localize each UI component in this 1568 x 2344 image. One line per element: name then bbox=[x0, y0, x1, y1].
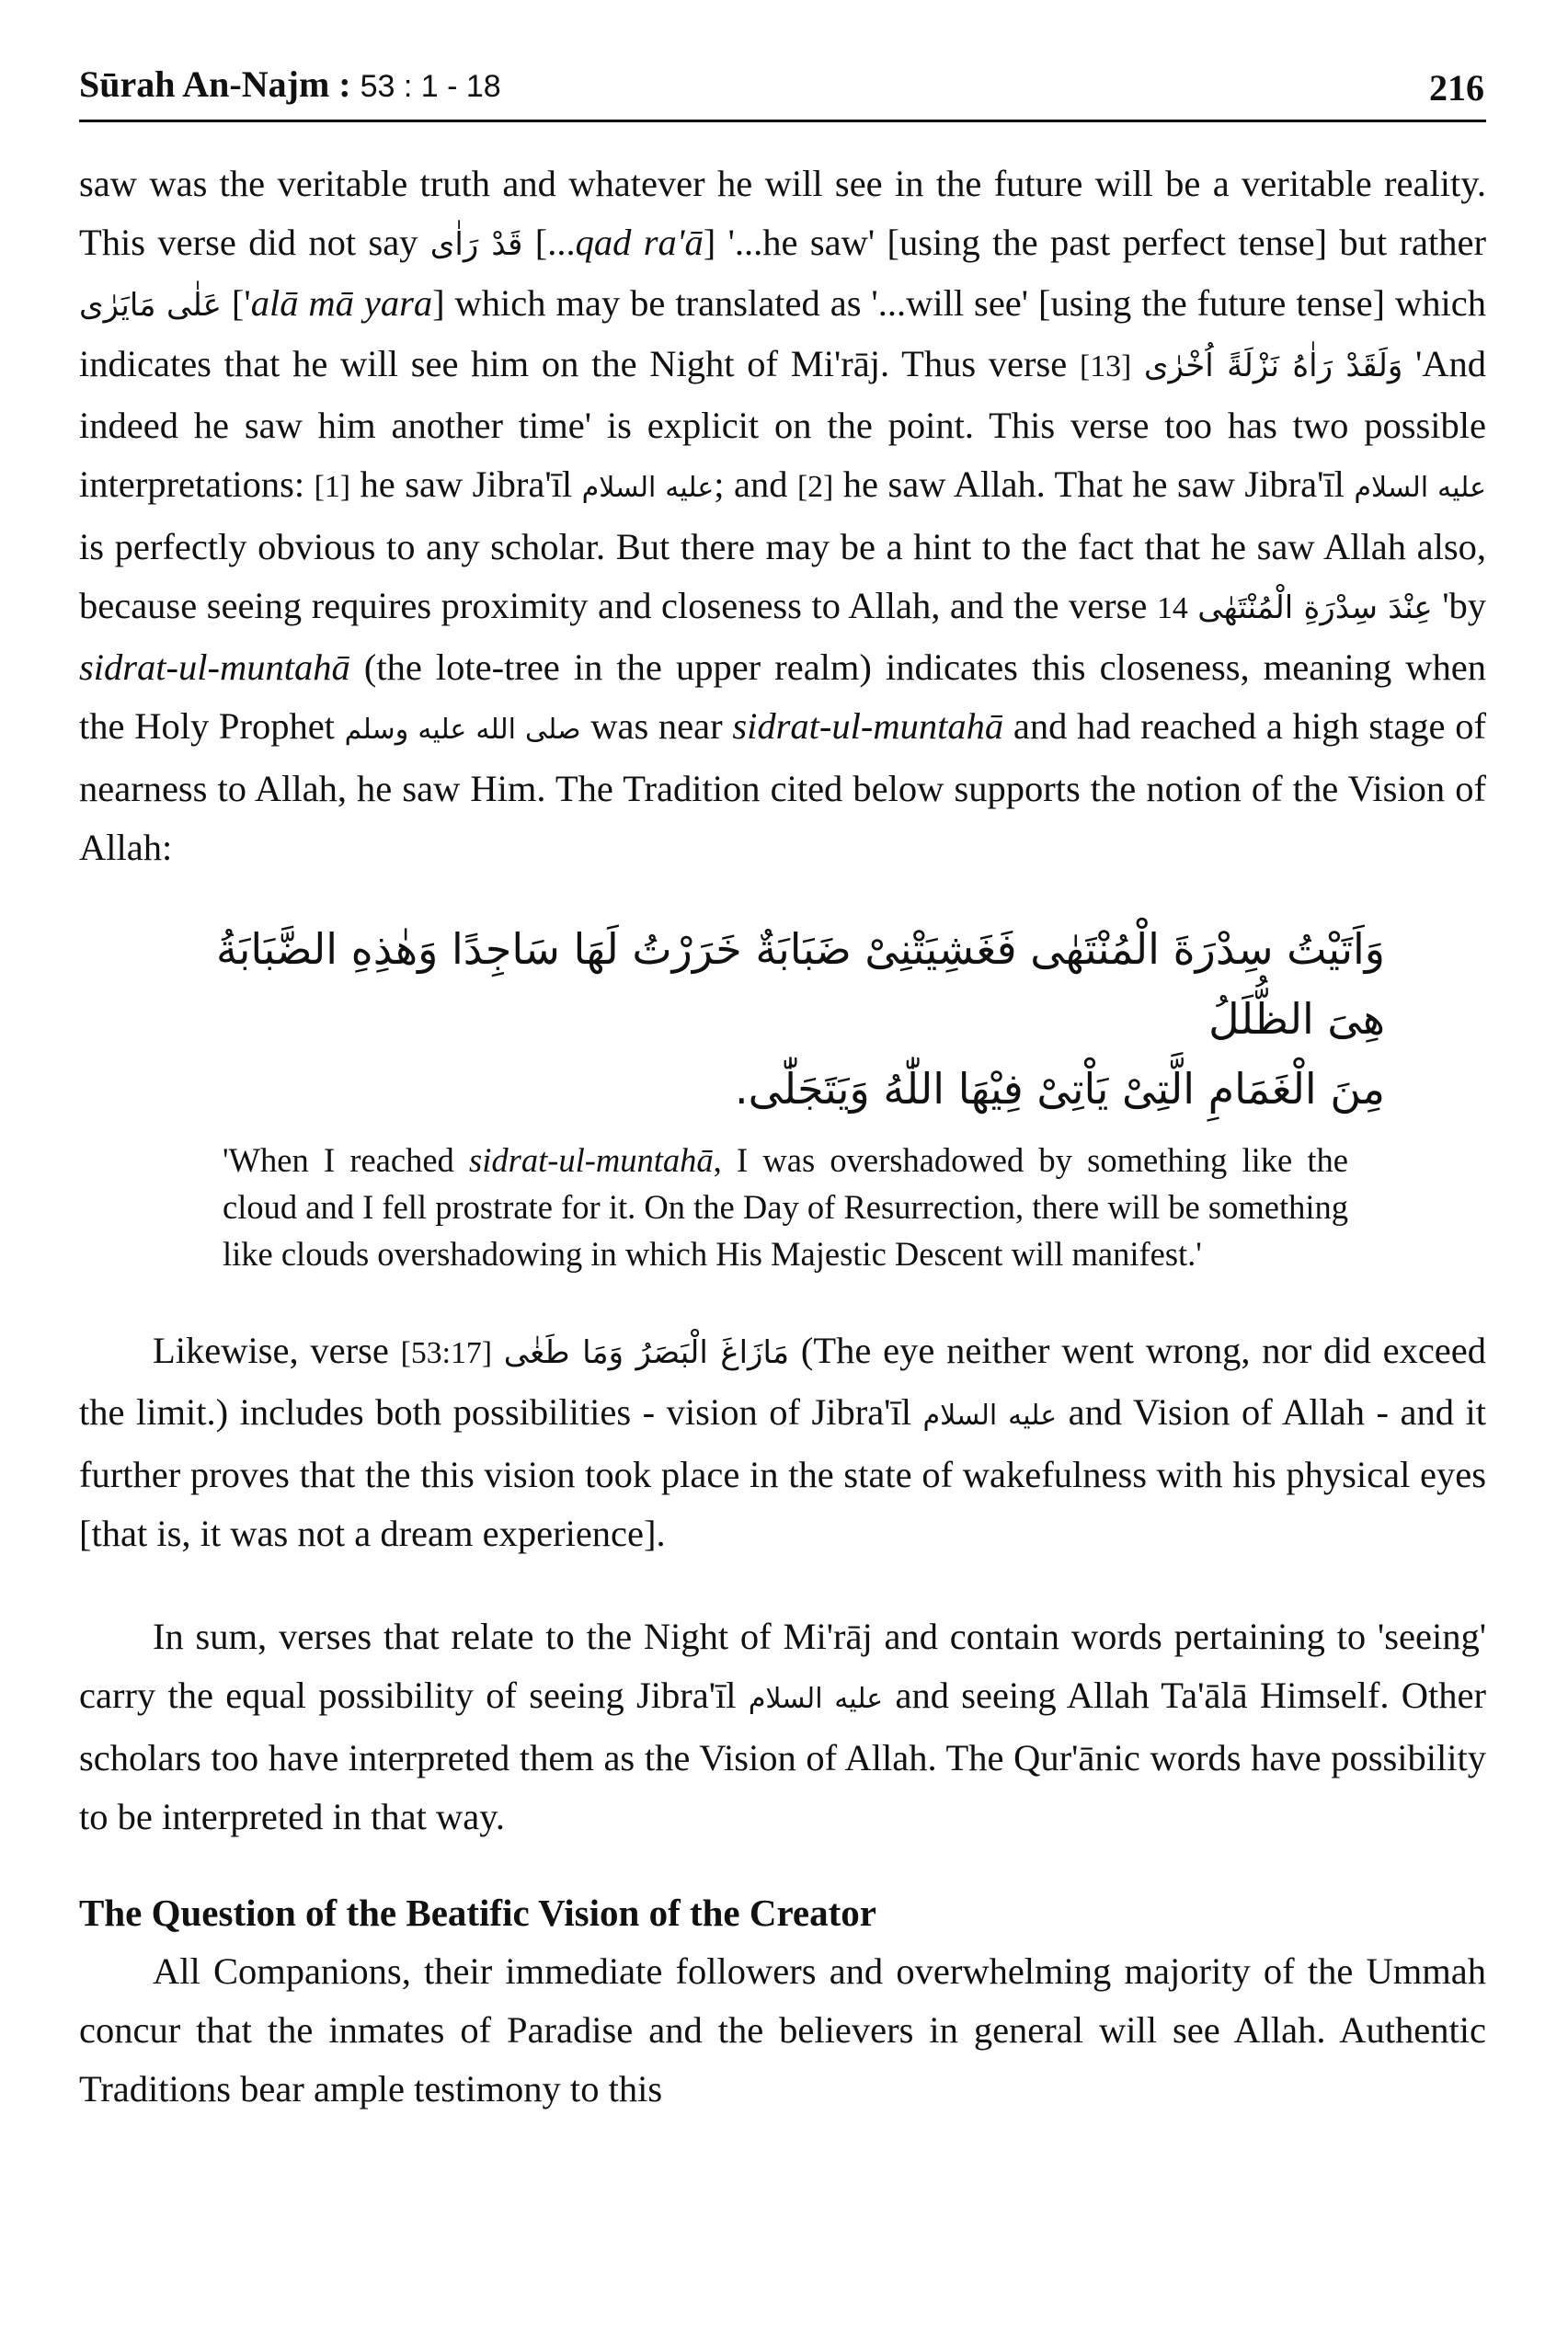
tradition-arabic-line: مِنَ الْغَمَامِ الَّتِىْ يَاْتِىْ فِيْهَا اللّٰهُ وَيَتَجَلّٰى. bbox=[734, 1064, 1385, 1114]
honorific-glyph: صلى الله عليه وسلم bbox=[344, 714, 581, 746]
header-rule bbox=[79, 120, 1486, 122]
verse-range: 53 : 1 - 18 bbox=[360, 69, 501, 104]
arabic-phrase: قَدْ رَاٰى bbox=[429, 226, 523, 263]
honorific-glyph: عليه السلام bbox=[922, 1400, 1058, 1432]
arabic-phrase: عِنْدَ سِدْرَةِ الْمُنْتَهٰى bbox=[1197, 589, 1433, 626]
verse-ref: [53:17] bbox=[400, 1336, 492, 1370]
verse-ref: 14 bbox=[1156, 591, 1188, 625]
running-head bbox=[79, 57, 1486, 116]
section-heading: The Question of the Beatific Vision of the Creator bbox=[79, 1892, 876, 1934]
paragraph-1: saw was the veritable truth and whatever he will see in the future will be a veritable reality. This verse did not say قَدْ رَاٰى [...qad ra'ā] '...he saw' [using the past perfect tense] but rather عَلٰى مَايَرٰى ['alā mā yara] which may be translated as '...will see' [using the future tense] which indicates that he will see him on the Night of Mi'rāj. Thus verse [13] وَلَقَدْ رَاٰهُ نَزْلَةً اُخْرٰى 'And indeed he saw him another time' is explicit on the point. This verse too has two possible interpretations: [1] he saw Jibra'īl عليه السلام; and [2] he saw Allah. That he saw Jibra'īl عليه السلام is perfectly obvious to any scholar. But there may be a hint to the fact that he saw Allah also, because seeing requires proximity and closeness to Allah, and the verse 14 عِنْدَ سِدْرَةِ الْمُنْتَهٰى 'by sidrat-ul-muntahā (the lote-tree in the upper realm) indicates this closeness, meaning when the Holy Prophet صلى الله عليه وسلم was near sidrat-ul-muntahā and had reached a high stage of nearness to Allah, he saw Him. The Tradition cited below supports the notion of the Vision of Allah: bbox=[79, 163, 1487, 868]
arabic-phrase: وَلَقَدْ رَاٰهُ نَزْلَةً اُخْرٰى bbox=[1143, 348, 1403, 384]
tradition-arabic-line: وَاَتَيْتُ سِدْرَةَ الْمُنْتَهٰى فَغَشِيَتْنِىْ ضَبَابَةٌ خَرَرْتُ لَهَا سَاجِدًا وَهٰذِهِ الضَّبَابَةُ هِىَ الظُّلَلُ bbox=[215, 924, 1385, 1044]
surah-title: Sūrah An-Najm : 53 : 1 - 18 bbox=[79, 63, 501, 105]
honorific-glyph: عليه السلام bbox=[581, 472, 715, 504]
page-number: 216 bbox=[1429, 67, 1484, 109]
verse-ref: [13] bbox=[1079, 349, 1132, 383]
arabic-phrase: عَلٰى مَايَرٰى bbox=[79, 287, 222, 324]
tradition-translation: 'When I reached sidrat-ul-muntahā, I was overshadowed by something like the cloud and I fell prostrate for it. On the Day of Resurrection, there will be something like clouds overshadowing in which His Majestic Descent will manifest.' bbox=[223, 1141, 1349, 1273]
paragraph-4: All Companions, their immediate followers and overwhelming majority of the Ummah concur that the inmates of Paradise and the believers in general will see Allah. Authentic Traditions bear ample testimony to this bbox=[79, 1950, 1486, 2110]
paragraph-3: In sum, verses that relate to the Night of Mi'rāj and contain words pertaining to 'seeing' carry the equal possibility of seeing Jibra'īl عليه السلام and seeing Allah Ta'ālā Himself. Other scholars too have interpreted them as the Vision of Allah. The Qur'ānic words have possibility to be interpreted in that way. bbox=[79, 1616, 1487, 1837]
list-marker: [1] bbox=[314, 470, 351, 504]
paragraph-2: Likewise, verse [53:17] مَازَاغَ الْبَصَرُ وَمَا طَغٰى (The eye neither went wrong, nor did exceed the limit.) includes both possibilities - vision of Jibra'īl عليه السلام and Vision of Allah - and it further proves that the this vision took place in the state of wakefulness with his physical eyes [that is, it was not a dream experience]. bbox=[79, 1330, 1486, 1554]
honorific-glyph: عليه السلام bbox=[748, 1683, 884, 1715]
page-body bbox=[79, 154, 1486, 2119]
tradition-arabic bbox=[189, 914, 1385, 1124]
list-marker: [2] bbox=[796, 470, 834, 504]
arabic-phrase: مَازَاغَ الْبَصَرُ وَمَا طَغٰى bbox=[503, 1334, 790, 1371]
honorific-glyph: عليه السلام bbox=[1354, 472, 1486, 504]
